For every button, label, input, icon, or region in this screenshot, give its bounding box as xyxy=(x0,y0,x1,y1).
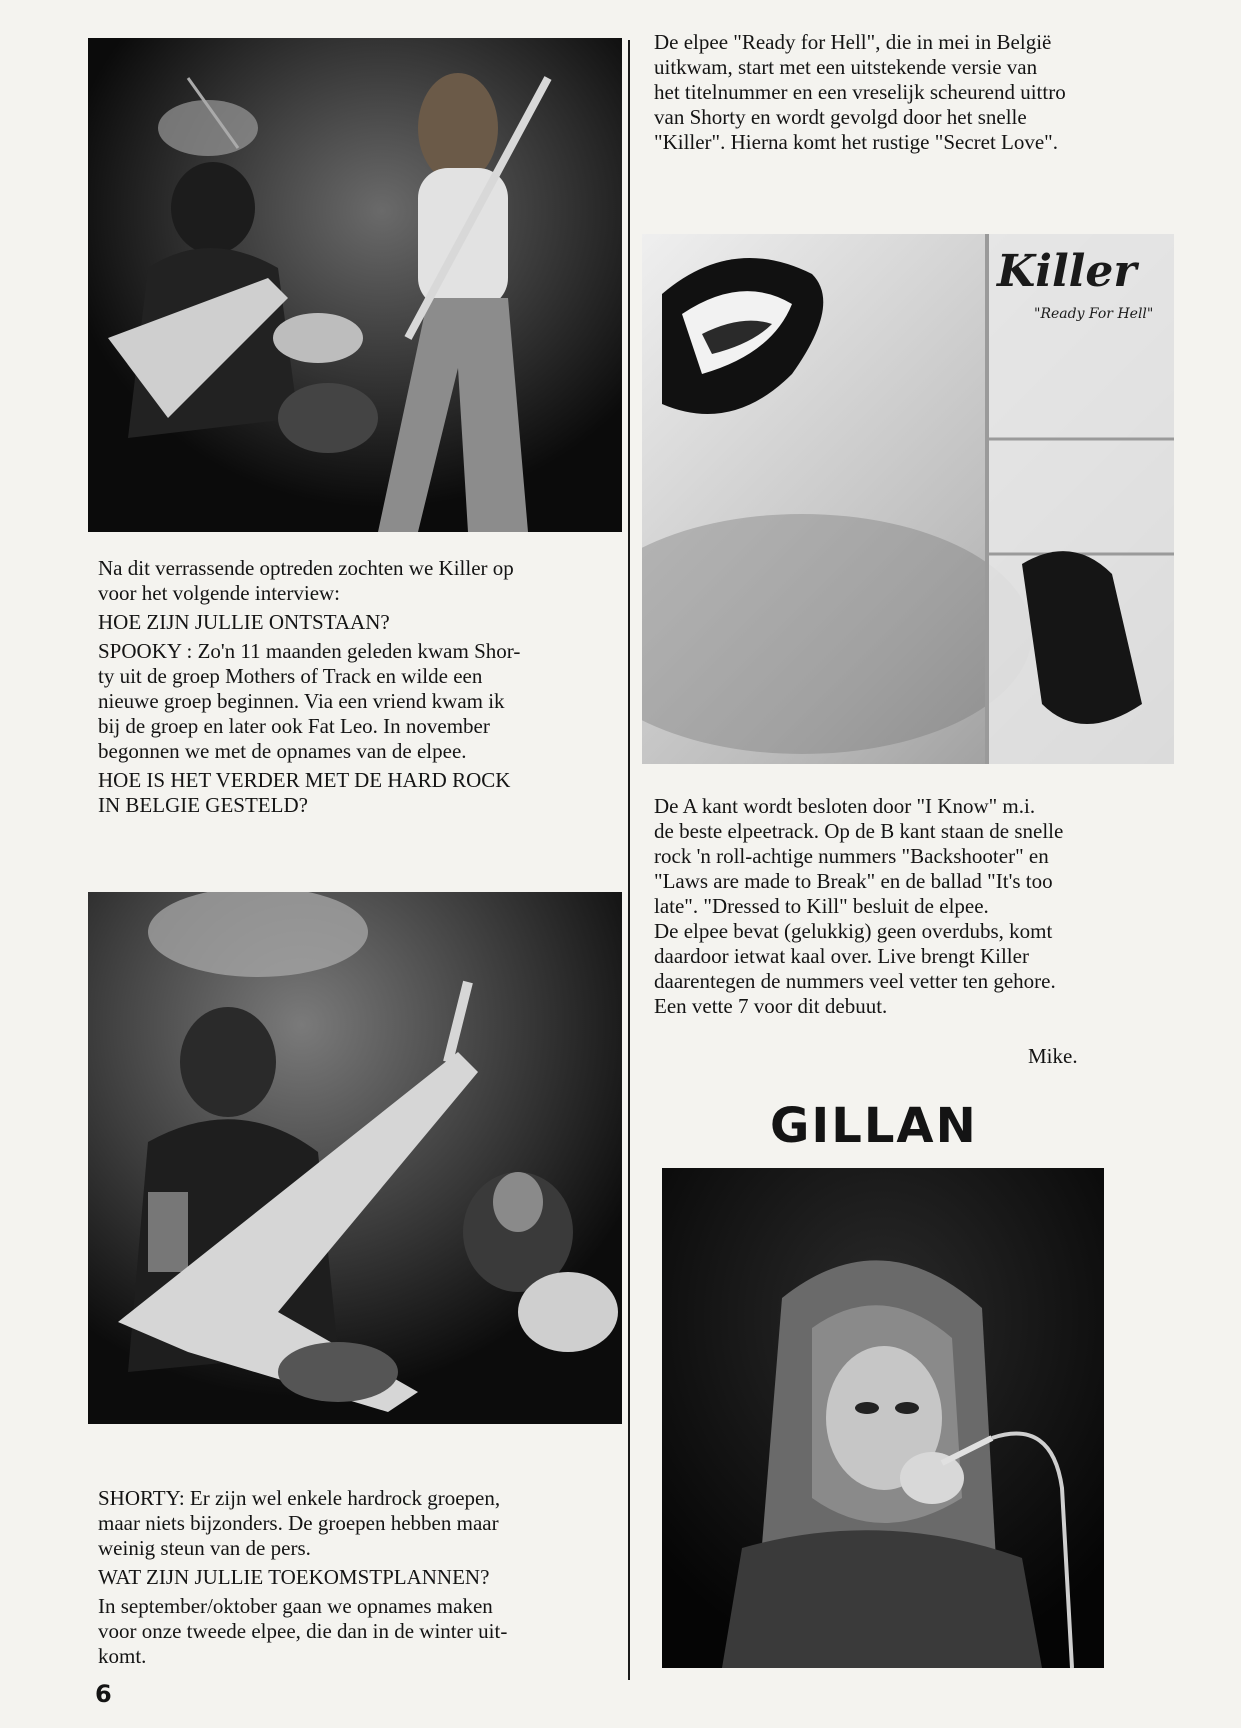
section-heading-gillan: GILLAN xyxy=(770,1098,978,1154)
question-origin: HOE ZIJN JULLIE ONTSTAAN? xyxy=(98,610,390,634)
album-cover-ready-for-hell xyxy=(642,234,1174,764)
review-line: De elpee bevat (gelukkig) geen overdubs, komt xyxy=(654,919,1053,943)
review-line: Een vette 7 voor dit debuut. xyxy=(654,994,888,1018)
photo-gillan-singer xyxy=(662,1168,1104,1668)
answer-line: In september/oktober gaan we opnames maken xyxy=(98,1594,493,1618)
interview-intro-line: voor het volgende interview: xyxy=(98,581,341,605)
review-line: het titelnummer en een vreselijk scheurend uittro xyxy=(654,80,1066,104)
review-line: uitkwam, start met een uitstekende versie van xyxy=(654,55,1038,79)
interview-continued xyxy=(98,1486,618,1669)
answer-line: SPOOKY : Zo'n 11 maanden geleden kwam Shor- xyxy=(98,639,521,663)
answer-line: weinig steun van de pers. xyxy=(98,1536,311,1560)
review-line: late". "Dressed to Kill" besluit de elpee. xyxy=(654,894,989,918)
author-signature: Mike. xyxy=(1028,1044,1078,1068)
review-intro xyxy=(654,30,1154,155)
answer-line: begonnen we met de opnames van de elpee. xyxy=(98,739,467,763)
page-number: 6 xyxy=(95,1680,112,1708)
review-line: daarentegen de nummers veel vetter ten gehore. xyxy=(654,969,1056,993)
answer-line: maar niets bijzonders. De groepen hebben maar xyxy=(98,1511,499,1535)
album-band-logo: Killer xyxy=(997,246,1137,297)
interview-intro-line: Na dit verrassende optreden zochten we Killer op xyxy=(98,556,514,580)
review-line: "Laws are made to Break" en de ballad "It's too xyxy=(654,869,1053,893)
answer-line: komt. xyxy=(98,1644,147,1668)
interview-intro xyxy=(98,556,618,818)
review-line: De elpee "Ready for Hell", die in mei in België xyxy=(654,30,1052,54)
answer-line: nieuwe groep beginnen. Via een vriend kwam ik xyxy=(98,689,505,713)
review-line: van Shorty en wordt gevolgd door het snelle xyxy=(654,105,1027,129)
answer-line: voor onze tweede elpee, die dan in de winter uit- xyxy=(98,1619,508,1643)
photo-killer-stage-top xyxy=(88,38,622,532)
photo-killer-guitarist xyxy=(88,892,622,1424)
column-divider xyxy=(628,40,630,1680)
question-hard-rock: HOE IS HET VERDER MET DE HARD ROCK xyxy=(98,768,511,792)
album-title: "Ready For Hell" xyxy=(1034,306,1154,322)
question-hard-rock: IN BELGIE GESTELD? xyxy=(98,793,308,817)
review-line: daardoor ietwat kaal over. Live brengt Killer xyxy=(654,944,1029,968)
answer-line: ty uit de groep Mothers of Track en wilde een xyxy=(98,664,483,688)
review-line: De A kant wordt besloten door "I Know" m.i. xyxy=(654,794,1036,818)
answer-line: bij de groep en later ook Fat Leo. In november xyxy=(98,714,490,738)
review-line: rock 'n roll-achtige nummers "Backshooter" en xyxy=(654,844,1049,868)
question-future-plans: WAT ZIJN JULLIE TOEKOMSTPLANNEN? xyxy=(98,1565,490,1589)
review-line: "Killer". Hierna komt het rustige "Secret Love". xyxy=(654,130,1059,154)
review-line: de beste elpeetrack. Op de B kant staan de snelle xyxy=(654,819,1064,843)
answer-line: SHORTY: Er zijn wel enkele hardrock groepen, xyxy=(98,1486,501,1510)
review-body xyxy=(654,794,1154,1019)
